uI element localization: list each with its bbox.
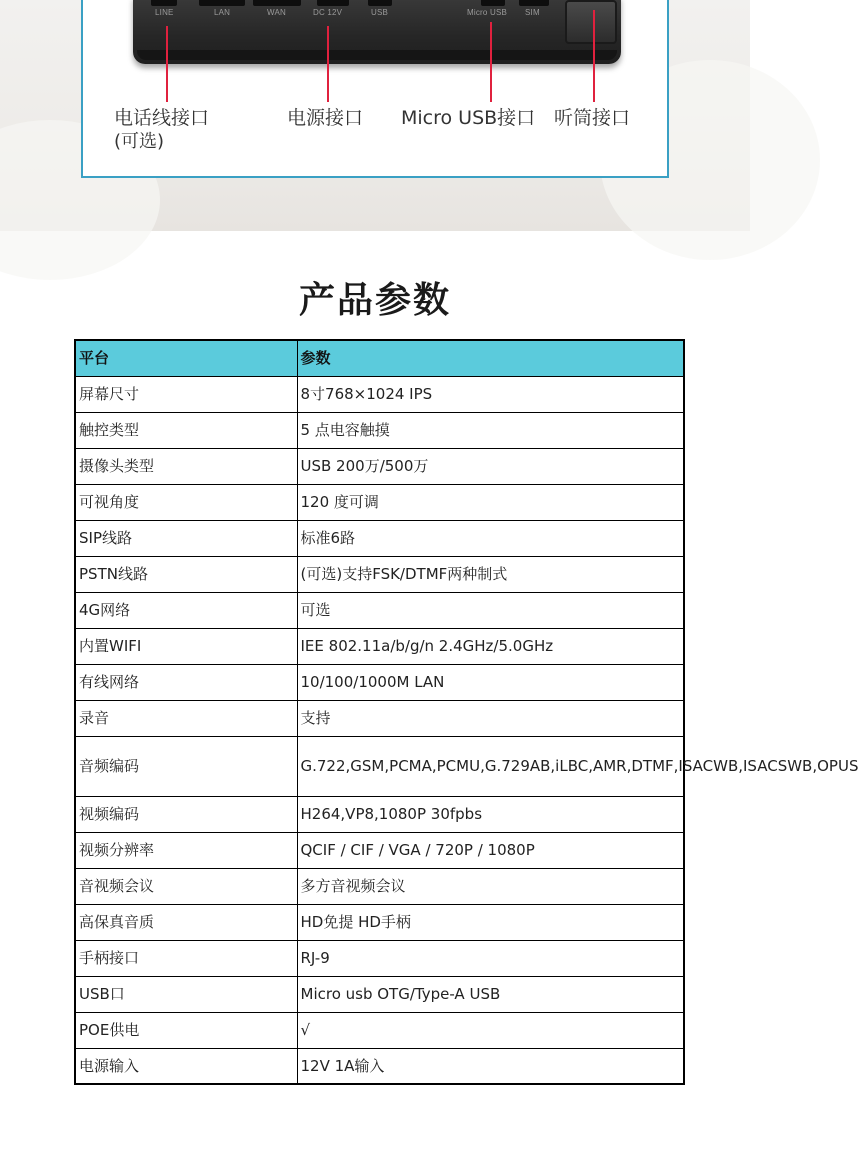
leader-line-phone bbox=[166, 26, 168, 102]
table-row bbox=[75, 796, 684, 832]
spec-name-cell: 可视角度 bbox=[75, 484, 297, 520]
spec-value-cell: 可选 bbox=[297, 592, 684, 628]
usb-port bbox=[368, 0, 392, 6]
table-row bbox=[75, 592, 684, 628]
spec-name-cell: 4G网络 bbox=[75, 592, 297, 628]
spec-value-cell: IEE 802.11a/b/g/n 2.4GHz/5.0GHz bbox=[297, 628, 684, 664]
spec-value-cell: 10/100/1000M LAN bbox=[297, 664, 684, 700]
port-diagram-panel bbox=[81, 0, 669, 178]
spec-name-cell: 手柄接口 bbox=[75, 940, 297, 976]
leader-line-handset bbox=[593, 10, 595, 102]
spec-table bbox=[74, 339, 858, 1085]
dc-port bbox=[317, 0, 349, 6]
table-row bbox=[75, 664, 684, 700]
spec-value-cell: 多方音视频会议 bbox=[297, 868, 684, 904]
spec-value-cell: 120 度可调 bbox=[297, 484, 684, 520]
header-platform: 平台 bbox=[75, 340, 297, 376]
table-row bbox=[75, 904, 684, 940]
handset-port bbox=[565, 0, 617, 44]
table-row bbox=[75, 1012, 684, 1048]
leader-line-power bbox=[327, 26, 329, 102]
sim-slot bbox=[519, 0, 549, 6]
callout-phone-line bbox=[114, 106, 209, 154]
table-row bbox=[75, 1048, 684, 1084]
spec-table-body bbox=[75, 376, 858, 1084]
spec-value-cell: HD免提 HD手柄 bbox=[297, 904, 684, 940]
table-row bbox=[75, 736, 684, 796]
spec-name-cell: 摄像头类型 bbox=[75, 448, 297, 484]
spec-value-cell: G.722,GSM,PCMA,PCMU,G.729AB,iLBC,AMR,DTMF,ISACWB,ISACSWB,OPUS bbox=[297, 736, 684, 796]
table-row bbox=[75, 628, 684, 664]
spec-name-cell: 视频分辨率 bbox=[75, 832, 297, 868]
port-label-line: LINE bbox=[155, 8, 174, 17]
header-params: 参数 bbox=[297, 340, 684, 376]
line-port bbox=[151, 0, 177, 6]
port-label-dc: DC 12V bbox=[313, 8, 343, 17]
spec-name-cell: 高保真音质 bbox=[75, 904, 297, 940]
callout-micro-usb: Micro USB接口 bbox=[401, 107, 536, 129]
micro-usb-port bbox=[481, 0, 505, 6]
section-title: 产品参数 bbox=[298, 280, 451, 321]
table-row bbox=[75, 832, 684, 868]
spec-name-cell: 录音 bbox=[75, 700, 297, 736]
lan-port bbox=[199, 0, 245, 6]
port-label-sim: SIM bbox=[525, 8, 540, 17]
table-row bbox=[75, 376, 684, 412]
device-bottom-edge bbox=[133, 0, 621, 64]
spec-name-cell: 音视频会议 bbox=[75, 868, 297, 904]
spec-value-cell: H264,VP8,1080P 30fpbs bbox=[297, 796, 684, 832]
table-row bbox=[75, 868, 684, 904]
wan-port bbox=[253, 0, 301, 6]
spec-name-cell: 有线网络 bbox=[75, 664, 297, 700]
spec-value-cell: QCIF / CIF / VGA / 720P / 1080P bbox=[297, 832, 684, 868]
table-row bbox=[75, 556, 684, 592]
port-label-usb: USB bbox=[371, 8, 389, 17]
spec-name-cell: 触控类型 bbox=[75, 412, 297, 448]
spec-value-cell: RJ-9 bbox=[297, 940, 684, 976]
spec-name-cell: 内置WIFI bbox=[75, 628, 297, 664]
table-row bbox=[75, 940, 684, 976]
spec-name-cell: 电源输入 bbox=[75, 1048, 297, 1084]
spec-value-cell: USB 200万/500万 bbox=[297, 448, 684, 484]
callout-phone-line-text: 电话线接口 bbox=[114, 107, 210, 129]
table-row bbox=[75, 448, 684, 484]
spec-name-cell: SIP线路 bbox=[75, 520, 297, 556]
port-label-micro-usb: Micro USB bbox=[467, 8, 508, 17]
spec-name-cell: PSTN线路 bbox=[75, 556, 297, 592]
spec-name-cell: 屏幕尺寸 bbox=[75, 376, 297, 412]
port-label-lan: LAN bbox=[214, 8, 231, 17]
table-row bbox=[75, 700, 684, 736]
spec-value-cell: 12V 1A输入 bbox=[297, 1048, 684, 1084]
spec-value-cell: 支持 bbox=[297, 700, 684, 736]
spec-name-cell: 视频编码 bbox=[75, 796, 297, 832]
spec-name-cell: POE供电 bbox=[75, 1012, 297, 1048]
spec-name-cell: USB口 bbox=[75, 976, 297, 1012]
spec-value-cell: Micro usb OTG/Type-A USB bbox=[297, 976, 684, 1012]
table-row bbox=[75, 976, 684, 1012]
spec-value-cell: 标准6路 bbox=[297, 520, 684, 556]
leader-line-micro-usb bbox=[490, 22, 492, 102]
spec-value-cell: (可选)支持FSK/DTMF两种制式 bbox=[297, 556, 684, 592]
callout-handset: 听筒接口 bbox=[554, 107, 631, 129]
table-header-row bbox=[75, 340, 684, 376]
callout-phone-line-note: (可选) bbox=[114, 131, 165, 152]
table-row bbox=[75, 412, 684, 448]
device-rim bbox=[137, 50, 617, 60]
spec-value-cell: 8寸768×1024 IPS bbox=[297, 376, 684, 412]
callout-power: 电源接口 bbox=[287, 107, 364, 129]
product-hero bbox=[0, 0, 750, 231]
spec-value-cell: 5 点电容触摸 bbox=[297, 412, 684, 448]
port-label-wan: WAN bbox=[267, 8, 286, 17]
spec-value-cell: √ bbox=[297, 1012, 684, 1048]
spec-name-cell: 音频编码 bbox=[75, 736, 297, 796]
table-row bbox=[75, 484, 684, 520]
table-row bbox=[75, 520, 684, 556]
